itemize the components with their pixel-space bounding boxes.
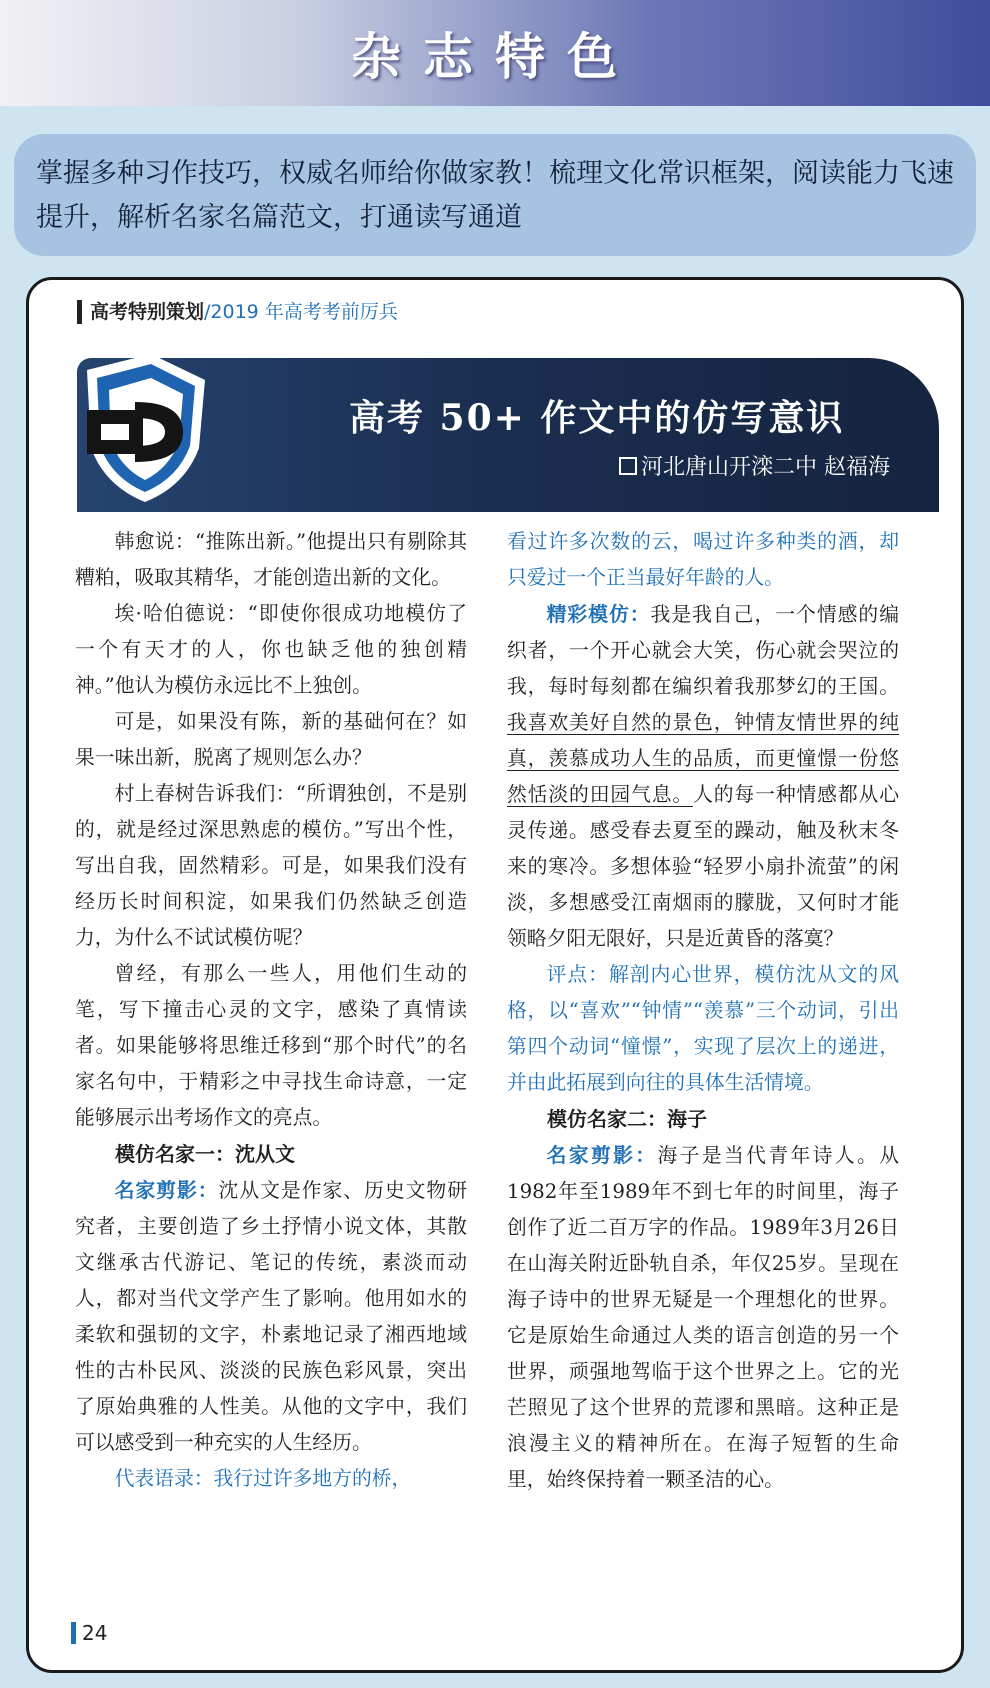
paragraph-text: 海子是当代青年诗人。从1982年至1989年不到七年的时间里，海子创作了近二百万字的作品。1989年3月26日在山海关附近卧轨自杀，年仅25岁。呈现在海子诗中的世界无疑是一个理想化的世界。它是原始生命通过人类的语言创造的另一个世界，顽强地驾临于这个世界之上。它的光芒照见了这个世界的荒谬和黑暗。这种正是浪漫主义的精神所在。在海子短暂的生命里，始终保持着一颗圣洁的心。 xyxy=(507,1144,899,1491)
column-subtitle: 2019 年高考考前厉兵 xyxy=(210,301,398,323)
shield-logo-icon xyxy=(81,350,211,504)
paragraph xyxy=(507,596,899,957)
byline-text: 河北唐山开滦二中 赵福海 xyxy=(641,455,890,480)
paragraph-text: 人的每一种情感都从心灵传递。感受春去夏至的躁动，触及秋末冬来的寒冷。多想体验“轻罗小扇扑流萤”的闲淡，多想感受江南烟雨的朦胧，又何时才能领略夕阳无限好，只是近黄昏的落寞？ xyxy=(507,783,899,950)
section-heading: 模仿名家一：沈从文 xyxy=(115,1142,295,1166)
quote-paragraph: 代表语录：我行过许多地方的桥， xyxy=(114,1467,412,1490)
paragraph xyxy=(75,1172,467,1461)
banner-title: 杂志特色 xyxy=(351,28,639,86)
page-number: 24 xyxy=(71,1622,107,1644)
section-heading: 模仿名家二：海子 xyxy=(547,1107,707,1131)
paragraph: 埃·哈伯德说：“即使你很成功地模仿了一个有天才的人，你也缺乏他的独创精神。”他认为模仿永远比不上独创。 xyxy=(75,602,467,697)
paragraph: 可是，如果没有陈，新的基础何在？如果一味出新，脱离了规则怎么办？ xyxy=(75,710,467,769)
underlined-text: 我喜欢美好自然的景色，钟情友情世界的纯真，羡慕成功人生的品质，而更憧憬一份悠然恬淡的田园气息。 xyxy=(507,711,899,806)
paragraph-label: 名家剪影： xyxy=(546,1143,658,1167)
byline-box-icon xyxy=(619,457,637,475)
top-banner xyxy=(0,0,990,106)
paragraph-text: 沈从文是作家、历史文物研究者，主要创造了乡土抒情小说文体，其散文继承古代游记、笔记的传统，素淡而动人，都对当代文学产生了影响。他用如水的柔软和强韧的文字，朴素地记录了湘西地域性的古朴民风、淡淡的民族色彩风景，突出了原始典雅的人性美。从他的文字中，我们可以感受到一种充实的人生经历。 xyxy=(75,1179,467,1454)
magazine-page xyxy=(26,277,964,1673)
article-byline xyxy=(619,450,890,481)
comment-paragraph: 评点：解剖内心世界，模仿沈从文的风格，以“喜欢”“钟情”“羡慕”三个动词，引出第四个动词“憧憬”，实现了层次上的递进，并由此拓展到向往的具体生活情境。 xyxy=(507,963,899,1094)
column-slash: / xyxy=(204,301,211,323)
paragraph: 村上春树告诉我们：“所谓独创，不是别的，就是经过深思熟虑的模仿。”写出个性，写出自我，固然精彩。可是，如果我们没有经历长时间积淀，如果我们仍然缺乏创造力，为什么不试试模仿呢？ xyxy=(75,782,467,949)
quote-continued: 看过许多次数的云，喝过许多种类的酒，却只爱过一个正当最好年龄的人。 xyxy=(507,530,899,589)
paragraph-label: 精彩模仿： xyxy=(546,602,651,626)
column-label: 高考特别策划 xyxy=(90,301,205,323)
promo-box: 掌握多种习作技巧，权威名师给你做家教！梳理文化常识框架，阅读能力飞速提升，解析名家名篇范文，打通读写通道 xyxy=(14,134,976,256)
column-header xyxy=(77,300,398,324)
paragraph-label: 名家剪影： xyxy=(114,1178,219,1202)
paragraph xyxy=(507,1137,899,1498)
paragraph-text: 我是我自己，一个情感的编织者，一个开心就会大笑，伤心就会哭泣的我，每时每刻都在编织着我那梦幻的王国。 xyxy=(507,603,899,698)
left-column xyxy=(75,524,467,1497)
article-title: 高考 50+ 作文中的仿写意识 xyxy=(349,397,845,439)
paragraph: 韩愈说：“推陈出新。”他提出只有剔除其糟粕，吸取其精华，才能创造出新的文化。 xyxy=(75,530,467,589)
paragraph: 曾经，有那么一些人，用他们生动的笔，写下撞击心灵的文字，感染了真情读者。如果能够将思维迁移到“那个时代”的名家名句中，于精彩之中寻找生命诗意，一定能够展示出考场作文的亮点。 xyxy=(75,962,467,1129)
right-column xyxy=(507,524,899,1498)
